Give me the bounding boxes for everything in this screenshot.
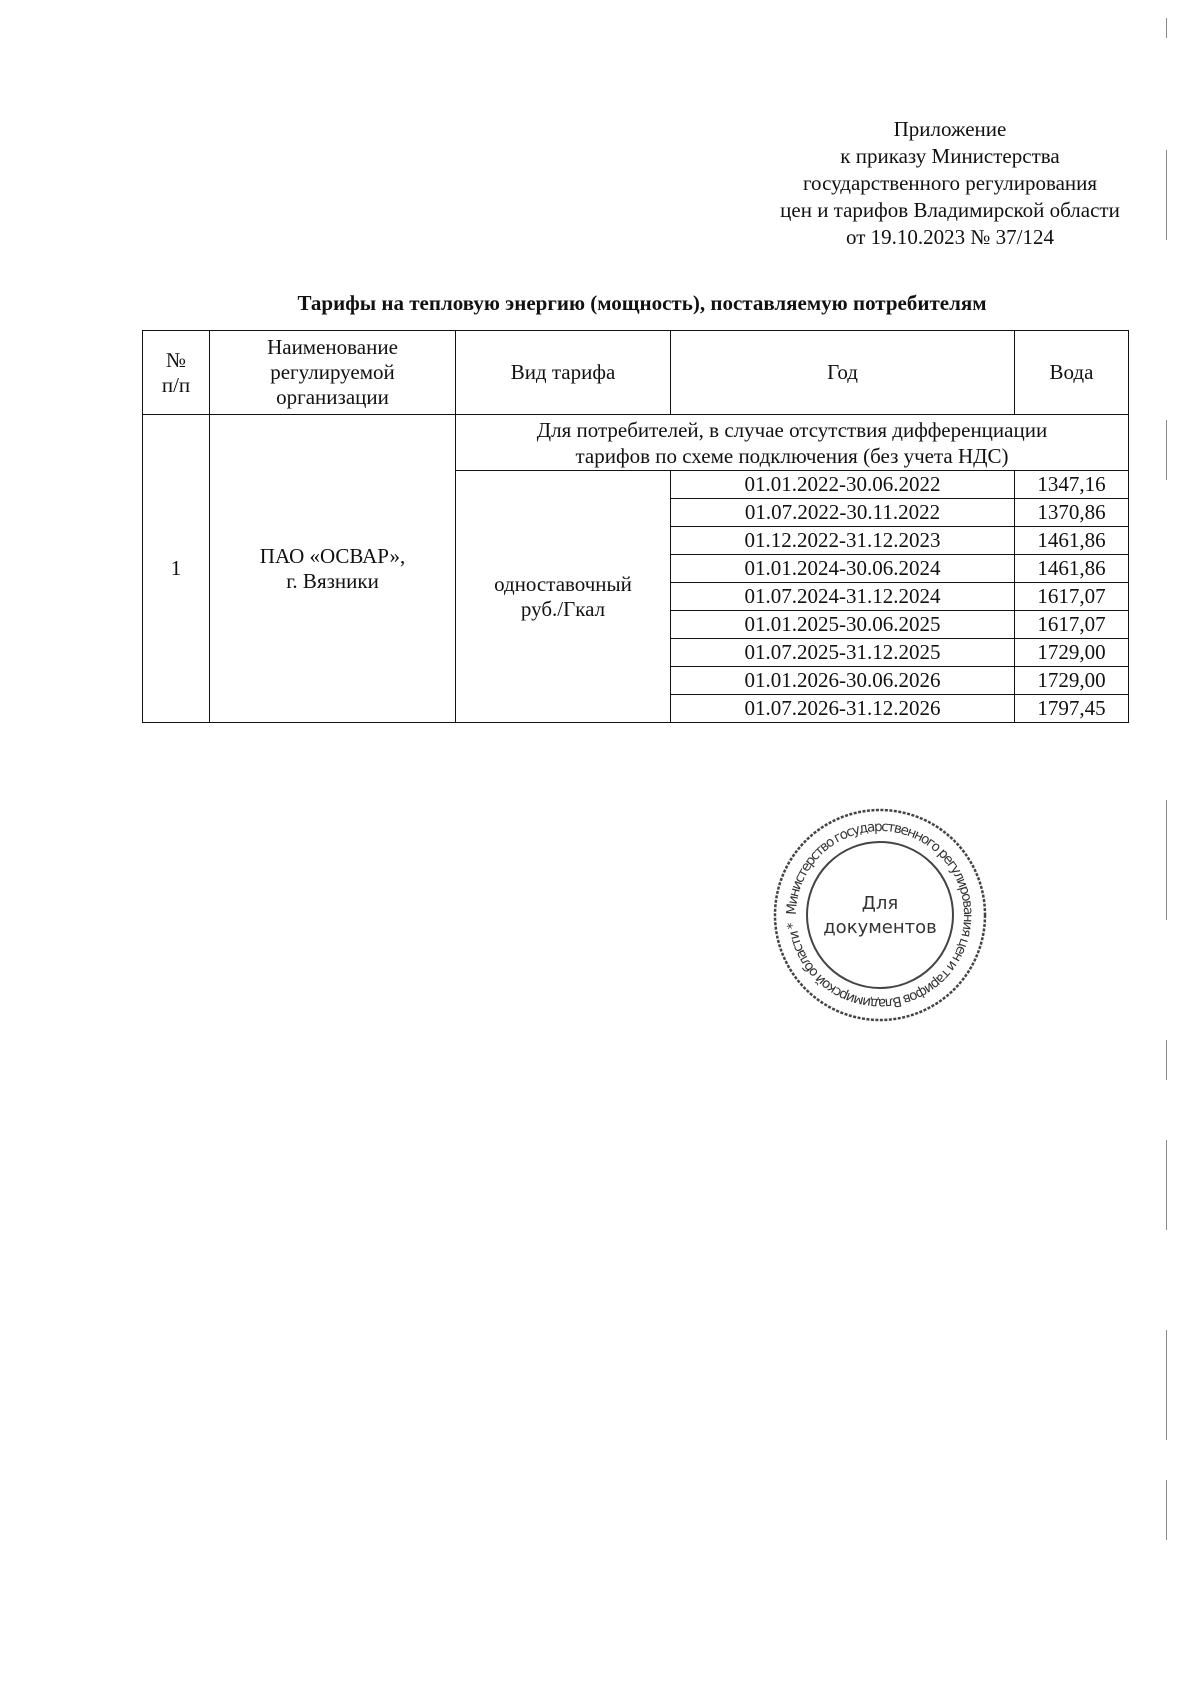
value-cell: 1729,00 xyxy=(1015,639,1129,667)
tariff-unit-line: руб./Гкал xyxy=(520,596,606,621)
period-cell: 01.07.2024-31.12.2024 xyxy=(671,583,1015,611)
value-cell: 1617,07 xyxy=(1015,583,1129,611)
period-cell: 01.01.2022-30.06.2022 xyxy=(671,471,1015,499)
appendix-line: от 19.10.2023 № 37/124 xyxy=(845,225,1055,249)
appendix-line: к приказу Министерства xyxy=(840,144,1060,168)
appendix-header xyxy=(670,116,1200,251)
period-cell: 01.01.2025-30.06.2025 xyxy=(671,611,1015,639)
table-row xyxy=(143,415,1129,471)
period-cell: 01.07.2022-30.11.2022 xyxy=(671,499,1015,527)
consumer-note xyxy=(456,415,1129,471)
header-year: Год xyxy=(671,331,1015,415)
header-water: Вода xyxy=(1015,331,1129,415)
period-cell: 01.12.2022-31.12.2023 xyxy=(671,527,1015,555)
value-cell: 1347,16 xyxy=(1015,471,1129,499)
table-header-row xyxy=(143,331,1129,415)
tariff-table xyxy=(142,330,1129,723)
organization-line: г. Вязники xyxy=(286,568,379,593)
header-tariff-type: Вид тарифа xyxy=(456,331,671,415)
header-org-line: регулируемой xyxy=(270,360,395,384)
period-cell: 01.07.2025-31.12.2025 xyxy=(671,639,1015,667)
appendix-line: цен и тарифов Владимирской области xyxy=(780,198,1120,222)
value-cell: 1729,00 xyxy=(1015,667,1129,695)
scan-edge-marks xyxy=(1166,0,1170,1697)
tariff-type-cell xyxy=(456,471,671,723)
official-stamp xyxy=(770,805,990,1025)
value-cell: 1370,86 xyxy=(1015,499,1129,527)
value-cell: 1461,86 xyxy=(1015,555,1129,583)
value-cell: 1617,07 xyxy=(1015,611,1129,639)
header-num-line: п/п xyxy=(161,372,191,397)
stamp-ring-text: Министерство государственного регулирования цен и тарифов Владимирской области * xyxy=(783,818,977,1012)
appendix-line: государственного регулирования xyxy=(802,171,1098,195)
period-cell: 01.01.2026-30.06.2026 xyxy=(671,667,1015,695)
header-org xyxy=(210,331,456,415)
row-number: 1 xyxy=(143,415,210,723)
value-cell: 1461,86 xyxy=(1015,527,1129,555)
value-cell: 1797,45 xyxy=(1015,695,1129,723)
period-cell: 01.01.2024-30.06.2024 xyxy=(671,555,1015,583)
header-num-line: № xyxy=(165,347,187,372)
note-line: Для потребителей, в случае отсутствия дифференциации xyxy=(536,417,1048,442)
appendix-line: Приложение xyxy=(893,117,1007,141)
period-cell: 01.07.2026-31.12.2026 xyxy=(671,695,1015,723)
stamp-center-line: Для xyxy=(861,893,899,914)
tariff-type-line: одноставочный xyxy=(494,571,632,596)
document-title: Тарифы на тепловую энергию (мощность), поставляемую потребителям xyxy=(297,291,987,315)
header-org-line: Наименование xyxy=(267,335,398,359)
header-org-line: организации xyxy=(276,385,389,409)
organization-line: ПАО «ОСВАР», xyxy=(259,543,406,568)
header-num xyxy=(143,331,210,415)
stamp-center-line: документов xyxy=(823,917,937,938)
organization-cell xyxy=(210,415,456,723)
note-line: тарифов по схеме подключения (без учета НДС) xyxy=(575,443,1009,468)
